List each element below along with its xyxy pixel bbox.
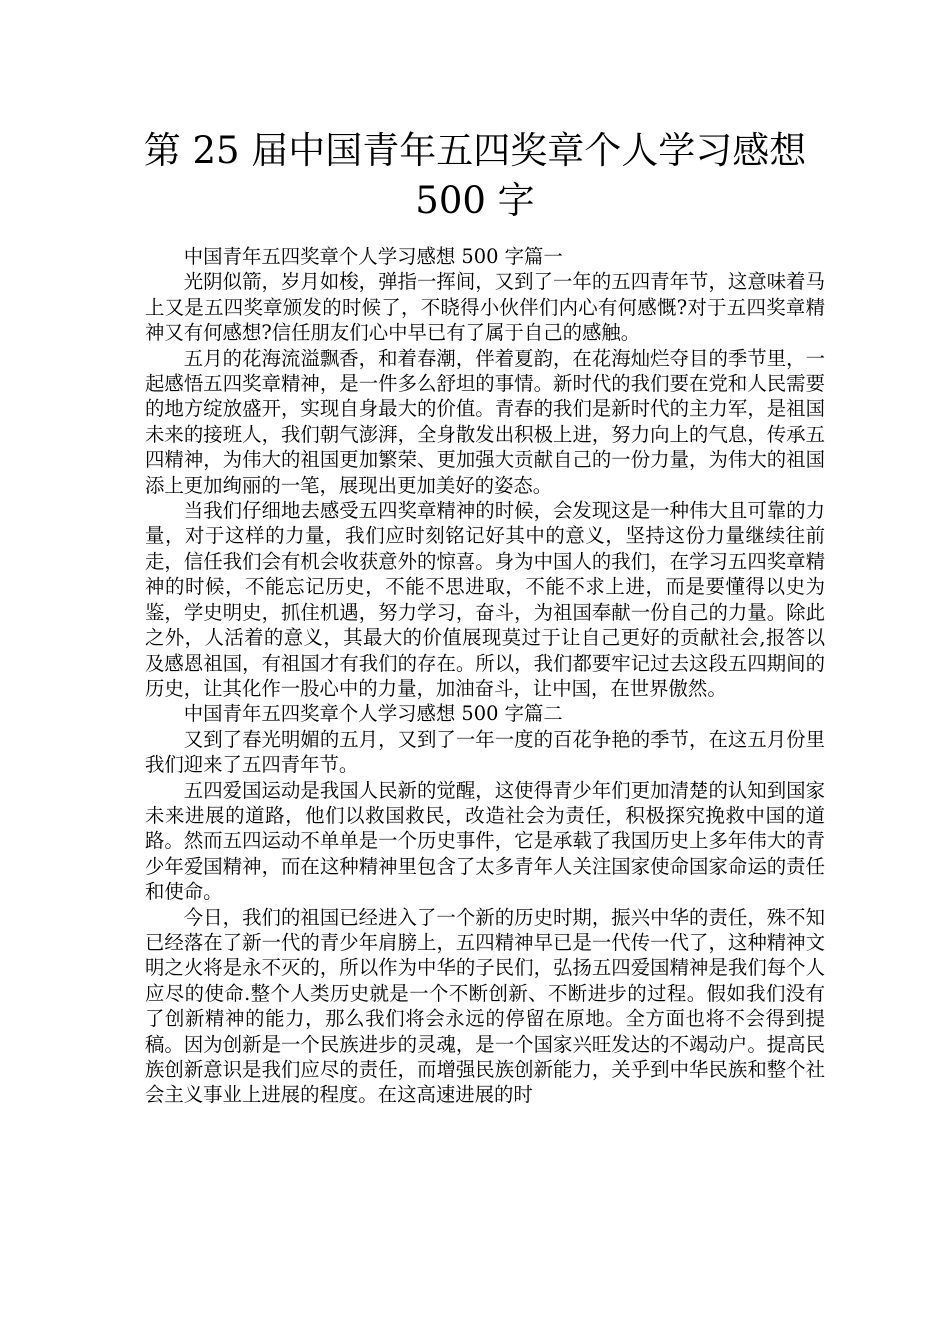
section-heading-1: 中国青年五四奖章个人学习感想 500 字篇一 bbox=[183, 245, 563, 268]
section-heading-2: 中国青年五四奖章个人学习感想 500 字篇二 bbox=[183, 702, 563, 726]
document-title-line-2: 500 字 bbox=[415, 179, 535, 222]
document-body bbox=[145, 244, 825, 1108]
paragraph: 五四爱国运动是我国人民新的觉醒，这使得青少年们更加清楚的认知到国家未来进展的道路，他们以救国救民，改造社会为责任，积极探究挽救中国的道路。然而五四运动不单单是一个历史事件，它是承载了我国历史上多年伟大的青少年爱国精神，而在这种精神里包含了太多青年人关注国家使命国家命运的责任和使命。 bbox=[145, 778, 825, 904]
paragraph: 又到了春光明媚的五月，又到了一年一度的百花争艳的季节，在这五月份里我们迎来了五四青年节。 bbox=[145, 727, 825, 777]
paragraph: 当我们仔细地去感受五四奖章精神的时候，会发现这是一种伟大且可靠的力量，对于这样的力量，我们应时刻铭记好其中的意义，坚持这份力量继续往前走，信任我们会有机会收获意外的惊喜。身为中国人的我们，在学习五四奖章精神的时候，不能忘记历史，不能不思进取，不能不求上进，而是要懂得以史为鉴，学史明史，抓住机遇，努力学习，奋斗，为祖国奉献一份自己的力量。除此之外，人活着的意义，其最大的价值展现莫过于让自己更好的贡献社会,报答以及感恩祖国，有祖国才有我们的存在。所以，我们都要牢记过去这段五四期间的历史，让其化作一股心中的力量，加油奋斗，让中国，在世界傲然。 bbox=[145, 499, 825, 700]
document-title-line-1: 第 25 届中国青年五四奖章个人学习感想 bbox=[143, 129, 807, 172]
paragraph: 五月的花海流溢飘香，和着春潮，伴着夏韵，在花海灿烂夺目的季节里，一起感悟五四奖章精神，是一件多么舒坦的事情。新时代的我们要在党和人民需要的地方绽放盛开，实现自身最大的价值。青春的我们是新时代的主力军，是祖国未来的接班人，我们朝气澎湃，全身散发出积极上进，努力向上的气息，传承五四精神，为伟大的祖国更加繁荣、更加强大贡献自己的一份力量，为伟大的祖国添上更加绚丽的一笔，展现出更加美好的姿态。 bbox=[145, 346, 825, 497]
paragraph: 光阴似箭，岁月如梭，弹指一挥间，又到了一年的五四青年节，这意味着马上又是五四奖章颁发的时候了，不晓得小伙伴们内心有何感慨?对于五四奖章精神又有何感想?信任朋友们心中早已有了属于自己的感触。 bbox=[145, 270, 825, 345]
paragraph: 今日，我们的祖国已经进入了一个新的历史时期，振兴中华的责任，殊不知已经落在了新一代的青少年肩膀上，五四精神早已是一代传一代了，这种精神文明之火将是永不灭的，所以作为中华的子民们，弘扬五四爱国精神是我们每个人应尽的使命.整个人类历史就是一个不断创新、不断进步的过程。假如我们没有了创新精神的能力，那么我们将会永远的停留在原地。全方面也将不会得到提稿。因为创新是一个民族进步的灵魂，是一个国家兴旺发达的不竭动户。提高民族创新意识是我们应尽的责任，而增强民族创新能力，关乎到中华民族和整个社会主义事业上进展的程度。在这高速进展的时 bbox=[145, 905, 825, 1107]
